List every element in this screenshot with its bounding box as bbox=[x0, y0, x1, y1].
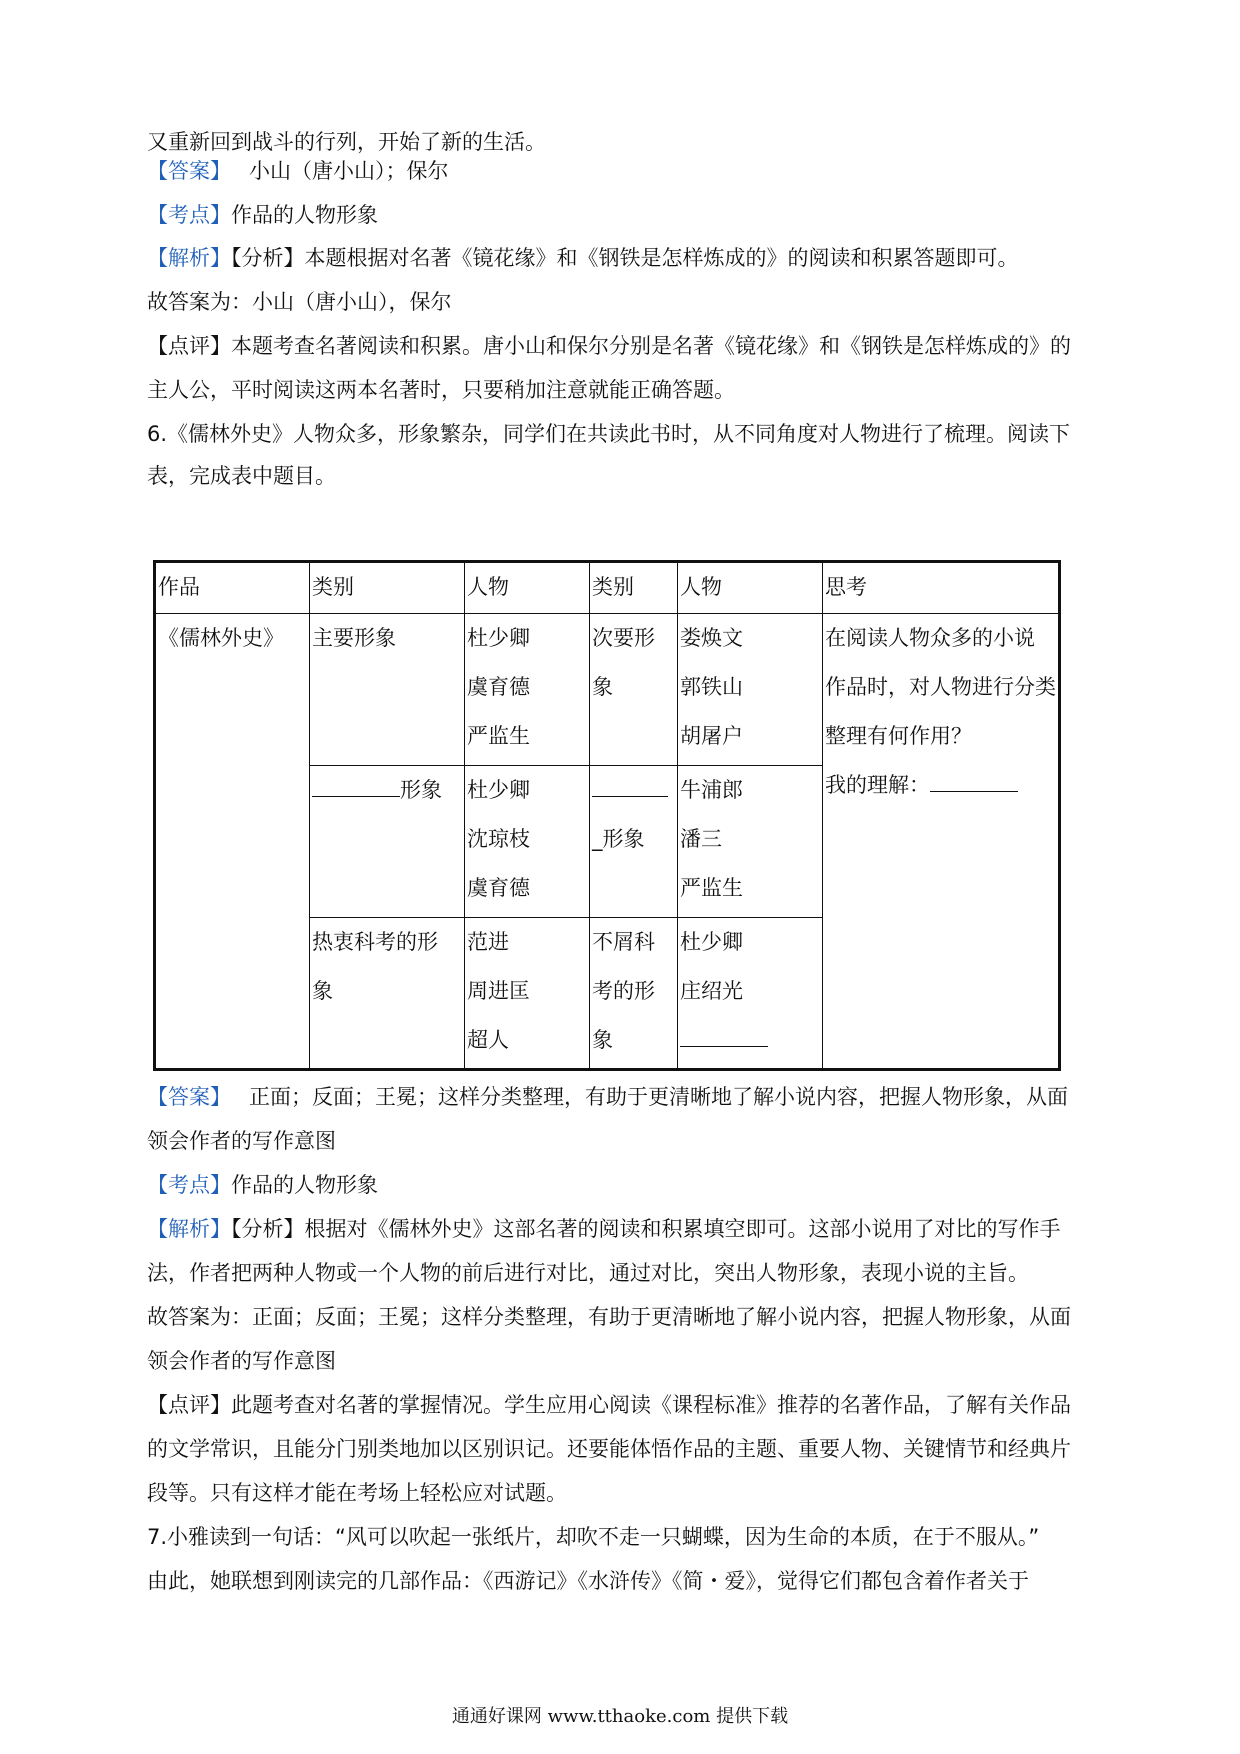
work-cell bbox=[155, 614, 310, 1070]
person-name: 超人 bbox=[467, 1028, 509, 1052]
header-cell: 思考 bbox=[823, 562, 1060, 614]
person-name: 牛浦郎 bbox=[680, 778, 743, 802]
final-answer-text: 故答案为：正面；反面；王冕；这样分类整理，有助于更清晰地了解小说内容，把握人物形象，从面 bbox=[147, 1305, 1071, 1329]
jiexi-text: 本题根据对名著《镜花缘》和《钢铁是怎样炼成的》的阅读和积累答题即可。 bbox=[304, 246, 1019, 270]
person-name: 虞育德 bbox=[467, 675, 530, 699]
answer-tag: 【答案】 bbox=[147, 159, 231, 183]
question-7-line-a bbox=[147, 1513, 1107, 1562]
person-name: 严监生 bbox=[467, 724, 530, 748]
category-text: 象 bbox=[592, 1028, 613, 1052]
question-6-line-b bbox=[147, 452, 1107, 501]
category-cell bbox=[310, 766, 465, 918]
jiexi-line-6b bbox=[147, 1249, 1107, 1298]
answer-line-5 bbox=[147, 147, 1107, 196]
final-answer-text: 故答案为：小山（唐小山），保尔 bbox=[147, 290, 452, 314]
person-name: 范进 bbox=[467, 930, 509, 954]
table-row bbox=[155, 614, 1060, 766]
table-header-row bbox=[155, 562, 1060, 614]
person-name: 庄绍光 bbox=[680, 979, 743, 1003]
person-name: 郭铁山 bbox=[680, 675, 743, 699]
category-text: 象 bbox=[592, 675, 613, 699]
final-answer-line-6a bbox=[147, 1293, 1107, 1342]
thinking-text: 整理有何作用？ bbox=[825, 724, 972, 748]
header-cell: 人物 bbox=[465, 562, 590, 614]
fenxi-tag: 【分析】 bbox=[231, 246, 305, 270]
people-cell bbox=[678, 766, 823, 918]
jiexi-text: 根据对《儒林外史》这部名著的阅读和积累填空即可。这部小说用了对比的写作手 bbox=[304, 1217, 1061, 1241]
kaodian-line-5 bbox=[147, 191, 1107, 240]
kaodian-tag: 【考点】 bbox=[147, 203, 231, 227]
dianping-line-6a bbox=[147, 1381, 1107, 1430]
person-fill-line bbox=[680, 1016, 820, 1065]
category-fill-line bbox=[312, 766, 462, 815]
category-cell bbox=[590, 766, 678, 918]
final-answer-text: 领会作者的写作意图 bbox=[147, 1349, 336, 1373]
question-text: 6.《儒林外史》人物众多，形象繁杂，同学们在共读此书时，从不同角度对人物进行了梳理。阅读下 bbox=[147, 422, 1071, 446]
person-name: 严监生 bbox=[680, 876, 743, 900]
page-footer: 通通好课网 www.tthaoke.com 提供下载 bbox=[451, 1706, 789, 1727]
answer-tag: 【答案】 bbox=[147, 1085, 231, 1109]
person-name: 潘三 bbox=[680, 827, 722, 851]
answer-line-6b bbox=[147, 1117, 1107, 1166]
person-name: 沈琼枝 bbox=[467, 827, 530, 851]
answer-line-6a bbox=[147, 1073, 1107, 1122]
fenxi-tag: 【分析】 bbox=[231, 1217, 305, 1241]
jiexi-tag: 【解析】 bbox=[147, 246, 231, 270]
person-name: 虞育德 bbox=[467, 876, 530, 900]
people-cell bbox=[465, 766, 590, 918]
jiexi-line-6a bbox=[147, 1205, 1107, 1254]
dianping-line-5a bbox=[147, 322, 1107, 371]
person-name: 杜少卿 bbox=[467, 626, 530, 650]
thinking-text: 作品时，对人物进行分类 bbox=[825, 675, 1056, 699]
answer-blank[interactable] bbox=[312, 766, 400, 797]
question-text: 由此，她联想到刚读完的几部作品：《西游记》《水浒传》《简・爱》，觉得它们都包含着作者关于 bbox=[147, 1569, 1029, 1593]
kaodian-line-6 bbox=[147, 1161, 1107, 1210]
jiexi-line-5 bbox=[147, 234, 1107, 283]
person-name: 娄焕文 bbox=[680, 626, 743, 650]
dianping-text: 主人公，平时阅读这两本名著时，只要稍加注意就能正确答题。 bbox=[147, 378, 735, 402]
person-name: 胡屠户 bbox=[680, 724, 743, 748]
header-cell: 人物 bbox=[678, 562, 823, 614]
jiexi-tag: 【解析】 bbox=[147, 1217, 231, 1241]
line-text: 又重新回到战斗的行列，开始了新的生活。 bbox=[147, 130, 546, 154]
person-name: 杜少卿 bbox=[467, 778, 530, 802]
header-cell: 作品 bbox=[155, 562, 310, 614]
thinking-answer-label: 我的理解： bbox=[825, 773, 930, 797]
category-cell bbox=[590, 614, 678, 766]
kaodian-text: 作品的人物形象 bbox=[231, 203, 378, 227]
category-text: _形象 bbox=[592, 827, 645, 851]
answer-text: 领会作者的写作意图 bbox=[147, 1129, 336, 1153]
final-answer-line-6b bbox=[147, 1337, 1107, 1386]
dianping-text: 【点评】此题考查对名著的掌握情况。学生应用心阅读《课程标准》推荐的名著作品，了解有关作品 bbox=[147, 1393, 1071, 1417]
header-cell: 类别 bbox=[590, 562, 678, 614]
people-cell bbox=[678, 918, 823, 1070]
dianping-line-6b bbox=[147, 1425, 1107, 1474]
kaodian-tag: 【考点】 bbox=[147, 1173, 231, 1197]
header-cell: 类别 bbox=[310, 562, 465, 614]
people-cell bbox=[465, 614, 590, 766]
category-cell bbox=[590, 918, 678, 1070]
people-cell bbox=[678, 614, 823, 766]
category-cell bbox=[310, 918, 465, 1070]
rulin-table bbox=[153, 560, 1061, 1071]
jiexi-text: 法，作者把两种人物或一个人物的前后进行对比，通过对比，突出人物形象，表现小说的主旨。 bbox=[147, 1261, 1029, 1285]
person-name: 周进匡 bbox=[467, 979, 530, 1003]
answer-text: 小山（唐小山）；保尔 bbox=[249, 159, 449, 183]
dianping-line-6c bbox=[147, 1469, 1107, 1518]
answer-text: 正面；反面；王冕；这样分类整理，有助于更清晰地了解小说内容，把握人物形象，从面 bbox=[249, 1085, 1068, 1109]
question-7-line-b bbox=[147, 1557, 1107, 1606]
thinking-text: 在阅读人物众多的小说 bbox=[825, 626, 1035, 650]
category-text: 次要形 bbox=[592, 626, 655, 650]
category-text: 考的形 bbox=[592, 979, 655, 1003]
dianping-text: 的文学常识，且能分门别类地加以区别识记。还要能体悟作品的主题、重要人物、关键情节和经典片 bbox=[147, 1437, 1071, 1461]
people-cell bbox=[465, 918, 590, 1070]
answer-blank[interactable] bbox=[680, 1016, 768, 1047]
work-title: 《儒林外史》 bbox=[158, 626, 284, 650]
category-text: 主要形象 bbox=[312, 626, 396, 650]
dianping-line-5b bbox=[147, 366, 1107, 415]
category-text: 热衷科考的形 bbox=[312, 930, 438, 954]
category-text: 象 bbox=[312, 979, 333, 1003]
dianping-text: 【点评】本题考查名著阅读和积累。唐小山和保尔分别是名著《镜花缘》和《钢铁是怎样炼成的》的 bbox=[147, 334, 1071, 358]
kaodian-text: 作品的人物形象 bbox=[231, 1173, 378, 1197]
category-fill-line bbox=[592, 766, 675, 815]
person-name: 杜少卿 bbox=[680, 930, 743, 954]
answer-blank[interactable] bbox=[592, 766, 668, 797]
final-answer-line-5 bbox=[147, 278, 1107, 327]
dianping-text: 段等。只有这样才能在考场上轻松应对试题。 bbox=[147, 1481, 567, 1505]
answer-blank[interactable] bbox=[930, 761, 1018, 792]
question-text: 表，完成表中题目。 bbox=[147, 464, 336, 488]
thinking-cell bbox=[823, 614, 1060, 1070]
category-text: 不屑科 bbox=[592, 930, 655, 954]
thinking-answer-line bbox=[825, 761, 1056, 810]
category-text: 形象 bbox=[400, 778, 442, 802]
category-cell bbox=[310, 614, 465, 766]
question-text: 7.小雅读到一句话：“风可以吹起一张纸片，却吹不走一只蝴蝶，因为生命的本质，在于不服从。” bbox=[147, 1525, 1040, 1549]
